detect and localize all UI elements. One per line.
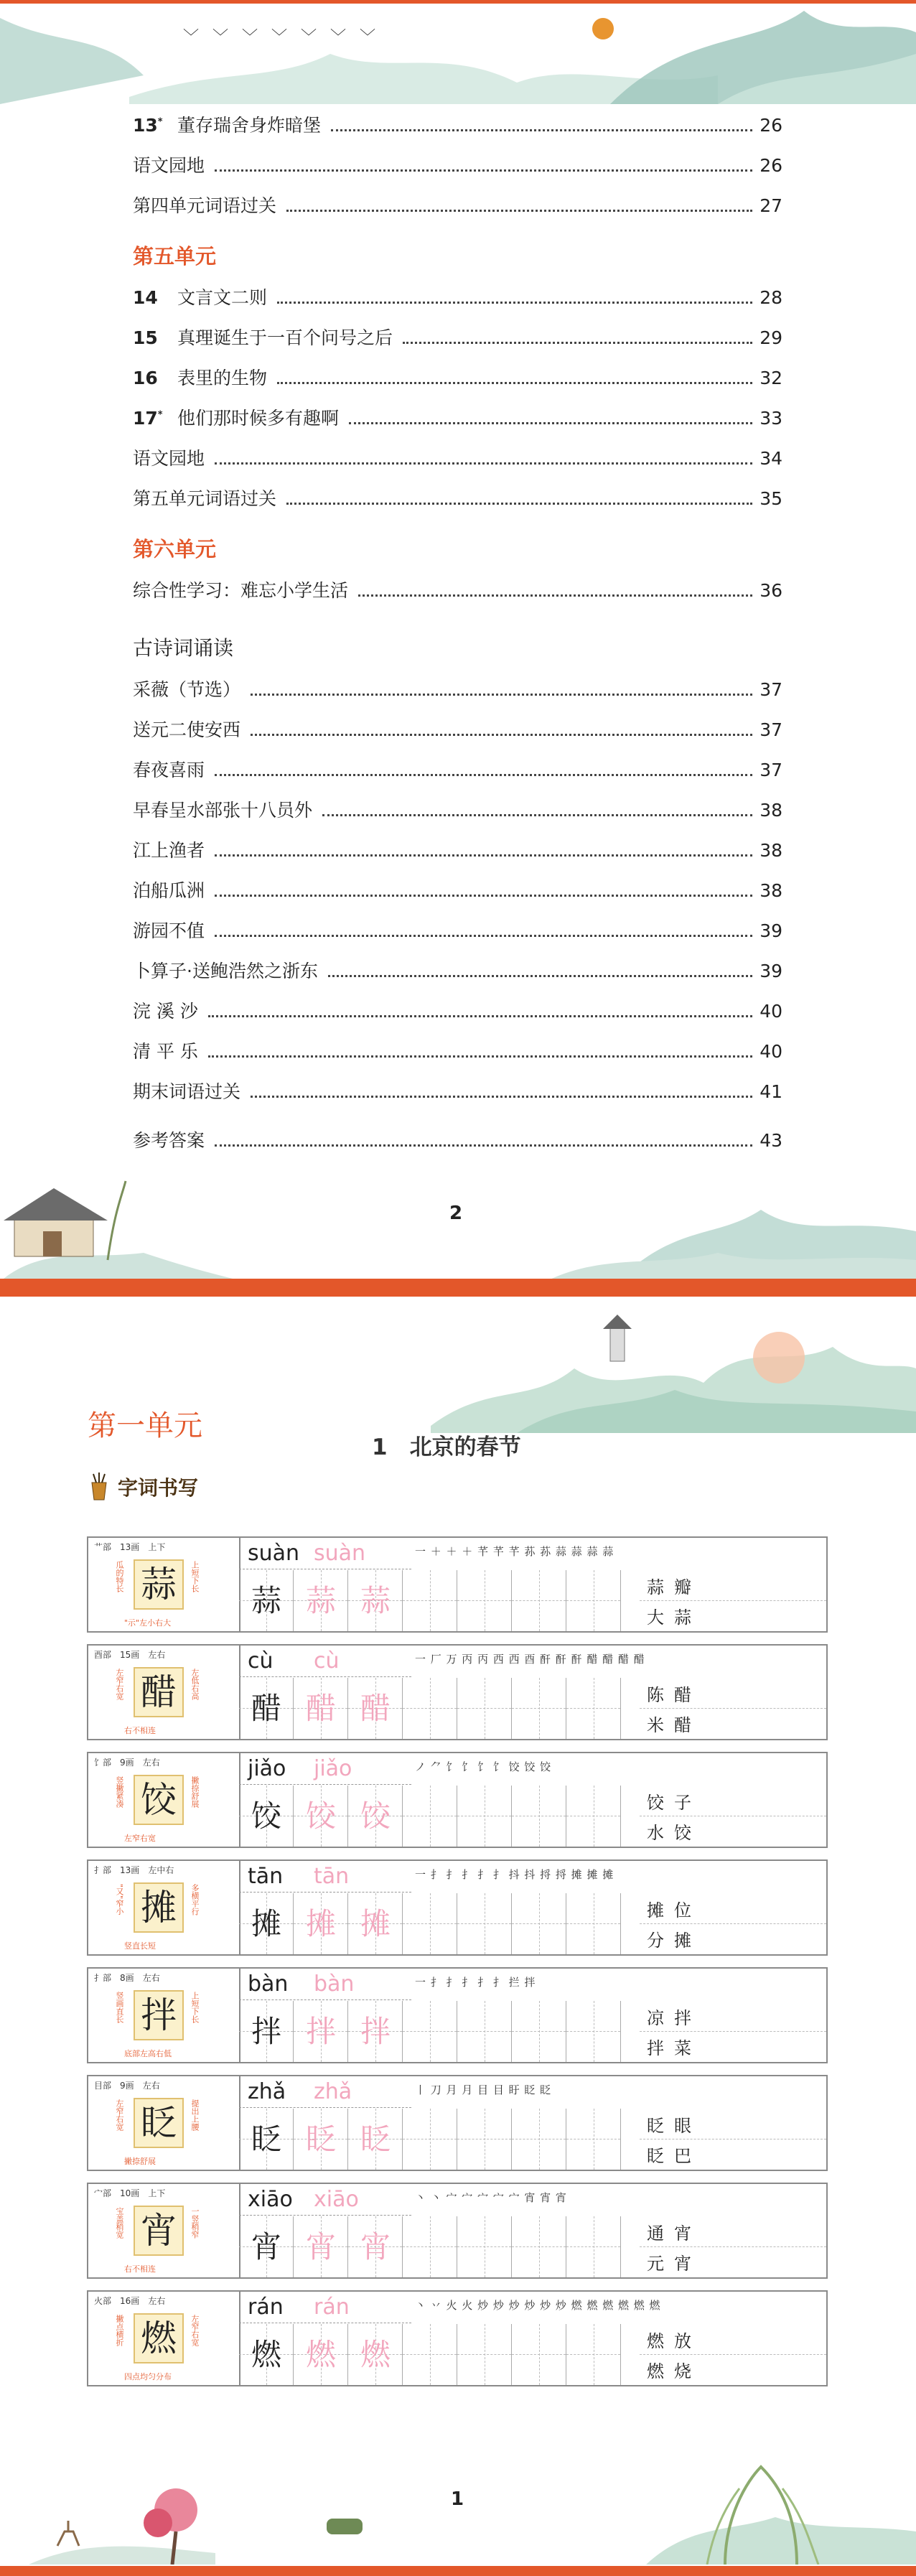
word-examples	[640, 2001, 826, 2062]
toc-row[interactable]	[133, 877, 782, 905]
pinyin-trace: jiǎo	[314, 1756, 352, 1781]
toc-row[interactable]	[133, 836, 782, 865]
page-ref: 37	[760, 719, 782, 740]
pinyin-trace: zhǎ	[314, 2079, 352, 2104]
word-char: 米	[647, 1715, 664, 1735]
radical-info: 火部 16画 左右	[94, 2296, 166, 2306]
page-ref: 37	[760, 679, 782, 700]
pinyin-trace: cù	[314, 1648, 340, 1674]
page-ref: 38	[760, 800, 782, 821]
writing-hint: 底部左高右低	[124, 2049, 172, 2058]
stroke-order: 一 厂 万 丙 丙 西 西 酉 酐 酐 酐 醋 醋 醋 醋	[415, 1653, 645, 1666]
practice-cell[interactable]	[457, 2001, 512, 2062]
word-char: 醋	[674, 1715, 691, 1735]
stroke-order: 丶 丶 宀 宀 宀 宀 宀 宵 宵 宵	[415, 2191, 567, 2204]
toc-row[interactable]	[133, 1126, 782, 1155]
lesson-number: 14	[133, 287, 158, 308]
pinyin: cù	[248, 1648, 274, 1674]
page-ref: 29	[760, 327, 782, 348]
model-character: 燃	[134, 2313, 184, 2363]
writing-hint: 多横平行	[190, 1884, 200, 1915]
practice-cell[interactable]	[239, 1786, 294, 1847]
example-character: 拌	[251, 2014, 281, 2049]
example-character: 蒜	[251, 1583, 281, 1618]
word-char: 宵	[674, 2223, 691, 2244]
toc-row[interactable]	[133, 716, 782, 745]
stroke-order: 一 ＋ ＋ ＋ 芊 芊 芊 荪 荪 蒜 蒜 蒜 蒜	[415, 1545, 614, 1558]
toc-row[interactable]	[133, 756, 782, 785]
trace-character: 醋	[360, 1691, 391, 1726]
writing-hint: 上短下长	[190, 1561, 200, 1592]
practice-cell[interactable]	[512, 2324, 566, 2385]
writing-hint: 左低右高	[190, 1669, 200, 1700]
writing-hint: 一竖稍窄	[190, 2207, 200, 2239]
writing-hint: 撇捺舒展	[124, 2157, 156, 2166]
pinyin-trace: bàn	[314, 1971, 355, 1997]
trace-character: 燃	[360, 2337, 391, 2372]
example-character: 眨	[251, 2122, 281, 2157]
pinyin-row	[239, 1646, 411, 1677]
word-examples	[640, 2216, 826, 2277]
unit-heading: 第六单元	[133, 537, 217, 561]
writing-hint: 左窄右宽	[115, 2099, 124, 2131]
pinyin-trace: suàn	[314, 1541, 366, 1566]
lesson-title: 参考答案	[133, 1130, 205, 1151]
page-ref: 35	[760, 488, 782, 509]
word-char: 摊	[674, 1931, 691, 1951]
practice-cell[interactable]	[348, 2216, 403, 2277]
word-char: 凉	[647, 2008, 664, 2028]
practice-cell[interactable]	[294, 2109, 348, 2170]
lesson-title: 1 北京的春节	[372, 1434, 521, 1460]
practice-cell[interactable]	[457, 1893, 512, 1954]
stroke-order: ノ ⺈ 饣 饣 饣 饣 饺 饺 饺	[415, 1760, 552, 1773]
character-card	[87, 2075, 828, 2171]
word-char: 水	[647, 1823, 664, 1843]
practice-cell[interactable]	[457, 2109, 512, 2170]
word-char: 蒜	[674, 1607, 691, 1628]
word-examples	[640, 2324, 826, 2385]
lesson-title: 文言文二则	[177, 287, 268, 308]
pinyin: tān	[248, 1864, 284, 1889]
radical-info: 酉部 15画 左右	[94, 1650, 166, 1660]
pinyin: jiǎo	[248, 1756, 286, 1781]
lesson-page	[0, 1285, 916, 2576]
page-ref: 38	[760, 880, 782, 901]
character-card	[87, 2290, 828, 2386]
pinyin: bàn	[248, 1971, 289, 1997]
practice-cell[interactable]	[566, 2216, 621, 2277]
trace-character: 宵	[305, 2229, 336, 2264]
unit-heading: 第五单元	[133, 244, 217, 269]
word-char: 饺	[647, 1793, 664, 1813]
radical-info: 扌部 13画 左中右	[94, 1865, 174, 1875]
writing-hint: 宝盖稍宽	[115, 2207, 124, 2239]
writing-hint: 右不相连	[124, 1726, 156, 1735]
practice-cell[interactable]	[348, 1786, 403, 1847]
toc-row[interactable]	[133, 957, 782, 986]
practice-cell[interactable]	[294, 1570, 348, 1631]
practice-cell[interactable]	[457, 1570, 512, 1631]
page-ref: 33	[760, 408, 782, 429]
practice-cell[interactable]	[403, 2109, 457, 2170]
sun-icon	[592, 18, 614, 39]
practice-cell[interactable]	[566, 2324, 621, 2385]
example-character: 燃	[251, 2337, 281, 2372]
word-examples	[640, 2109, 826, 2170]
model-character: 眨	[134, 2098, 184, 2148]
word-char: 燃	[647, 2361, 664, 2381]
radical-info: 饣部 9画 左右	[94, 1758, 160, 1768]
lesson-title: 游园不值	[133, 920, 205, 941]
writing-hint: 撇点横折	[115, 2315, 124, 2346]
lesson-title: 第五单元词语过关	[133, 488, 277, 509]
trace-character: 拌	[360, 2014, 391, 2049]
writing-hint: "示"左小右大	[124, 1618, 172, 1628]
pinyin: rán	[248, 2295, 284, 2320]
lesson-title: 早春呈水部张十八员外	[133, 800, 313, 821]
practice-cell[interactable]	[403, 1678, 457, 1739]
example-character: 饺	[251, 1798, 281, 1834]
trace-character: 醋	[305, 1691, 336, 1726]
character-card	[87, 2183, 828, 2279]
lesson-number: 15	[133, 327, 158, 348]
practice-cell[interactable]	[403, 2216, 457, 2277]
page-ref: 32	[760, 368, 782, 388]
practice-cell[interactable]	[403, 1893, 457, 1954]
page-ref: 34	[760, 448, 782, 469]
model-character: 醋	[134, 1667, 184, 1717]
toc-row[interactable]	[133, 917, 782, 946]
pinyin: zhǎ	[248, 2079, 286, 2104]
trace-character: 蒜	[360, 1583, 391, 1618]
section-label: 字词书写	[118, 1476, 199, 1500]
page-ref: 28	[760, 287, 782, 308]
lesson-title: 送元二使安西	[133, 719, 241, 740]
lesson-title: 春夜喜雨	[133, 760, 205, 780]
practice-cell[interactable]	[239, 1678, 294, 1739]
radical-info: 目部 9画 左右	[94, 2081, 160, 2091]
trace-character: 摊	[305, 1906, 336, 1941]
writing-hint: 竖画直长	[115, 1992, 124, 2023]
model-character: 宵	[134, 2206, 184, 2256]
practice-cell[interactable]	[566, 1786, 621, 1847]
word-char: 摊	[647, 1900, 664, 1921]
pinyin-row	[239, 2184, 411, 2216]
lesson-number: 16	[133, 368, 158, 388]
character-info-box	[88, 2076, 240, 2170]
writing-hint: 撇捺舒展	[190, 1776, 200, 1808]
practice-cell[interactable]	[239, 2001, 294, 2062]
practice-cell[interactable]	[239, 2324, 294, 2385]
practice-cell[interactable]	[294, 1893, 348, 1954]
word-char: 大	[647, 1607, 664, 1628]
practice-cell[interactable]	[403, 1570, 457, 1631]
practice-cell[interactable]	[239, 2109, 294, 2170]
toc-row[interactable]	[133, 577, 782, 605]
word-char: 瓣	[674, 1577, 691, 1597]
stroke-order: 一 扌 扌 扌 扌 扌 抖 抖 捋 捋 摊 摊 摊	[415, 1868, 614, 1881]
word-char: 子	[674, 1793, 691, 1813]
pinyin-row	[239, 1538, 411, 1569]
practice-cell[interactable]	[294, 1786, 348, 1847]
writing-hint: 竖撇紧凑	[115, 1776, 124, 1808]
lesson-title: 卜算子·送鲍浩然之浙东	[133, 961, 318, 981]
writing-hint: 左窄右宽	[124, 1834, 156, 1843]
writing-hint: 右不相连	[124, 2264, 156, 2274]
practice-cell[interactable]	[512, 1786, 566, 1847]
word-char: 眼	[674, 2116, 691, 2136]
example-character: 摊	[251, 1906, 281, 1941]
writing-hint: 左窄右宽	[190, 2315, 200, 2346]
toc-row[interactable]	[133, 111, 782, 140]
toc-row[interactable]	[133, 796, 782, 825]
character-card	[87, 1752, 828, 1848]
poems-heading: 古诗词诵读	[133, 636, 234, 660]
birds-icon: ﹀ ﹀ ﹀ ﹀ ﹀ ﹀ ﹀	[183, 29, 380, 47]
character-info-box	[88, 2292, 240, 2385]
word-examples	[640, 1570, 826, 1631]
lesson-title: 第四单元词语过关	[133, 195, 277, 216]
word-examples	[640, 1893, 826, 1954]
toc-row[interactable]	[133, 324, 782, 353]
page-ref: 40	[760, 1001, 782, 1022]
mountain-pagoda-illustration	[402, 1297, 916, 1433]
trace-character: 蒜	[305, 1583, 336, 1618]
practice-cell[interactable]	[566, 1893, 621, 1954]
practice-cell[interactable]	[294, 2216, 348, 2277]
word-char: 元	[647, 2254, 664, 2274]
brush-pot-icon	[88, 1473, 111, 1501]
word-char: 放	[674, 2331, 691, 2351]
mountain-header-illustration	[0, 4, 916, 104]
practice-cell[interactable]	[512, 1570, 566, 1631]
word-char: 宵	[674, 2254, 691, 2274]
writing-hint: 上短下长	[190, 1992, 200, 2023]
character-info-box	[88, 1538, 240, 1631]
page-ref: 26	[760, 115, 782, 136]
practice-cell[interactable]	[294, 1678, 348, 1739]
word-char: 位	[674, 1900, 691, 1921]
radical-info: 宀部 10画 上下	[94, 2188, 166, 2198]
trace-character: 饺	[305, 1798, 336, 1834]
word-char: 拌	[674, 2008, 691, 2028]
practice-cell[interactable]	[566, 1570, 621, 1631]
page-ref: 40	[760, 1041, 782, 1062]
practice-cell[interactable]	[348, 2109, 403, 2170]
character-info-box	[88, 1861, 240, 1954]
word-char: 烧	[674, 2361, 691, 2381]
model-character: 饺	[134, 1775, 184, 1825]
page-number: 2	[449, 1203, 463, 1224]
toc-row[interactable]	[133, 151, 782, 180]
practice-cell[interactable]	[566, 1678, 621, 1739]
pinyin-row	[239, 1861, 411, 1893]
practice-cell[interactable]	[348, 2001, 403, 2062]
lesson-title: 采薇（节选）	[133, 679, 241, 700]
word-examples	[640, 1786, 826, 1847]
lesson-title: 表里的生物	[177, 368, 268, 388]
practice-cell[interactable]	[239, 2216, 294, 2277]
trace-character: 眨	[305, 2122, 336, 2157]
lesson-title: 综合性学习：难忘小学生活	[133, 580, 349, 601]
example-character: 醋	[251, 1691, 281, 1726]
character-info-box	[88, 1969, 240, 2062]
toc-row[interactable]	[133, 444, 782, 473]
word-char: 陈	[647, 1685, 664, 1705]
practice-cell[interactable]	[239, 1570, 294, 1631]
character-info-box	[88, 2184, 240, 2277]
lesson-title: 期末词语过关	[133, 1081, 241, 1102]
character-card	[87, 1536, 828, 1633]
word-char: 通	[647, 2223, 664, 2244]
character-info-box	[88, 1646, 240, 1739]
word-char: 蒜	[647, 1577, 664, 1597]
practice-cell[interactable]	[294, 2324, 348, 2385]
model-character: 拌	[134, 1990, 184, 2040]
practice-cell[interactable]	[566, 2109, 621, 2170]
stroke-order: 丨 刀 月 月 目 目 盱 眨 眨	[415, 2083, 552, 2096]
practice-cell[interactable]	[348, 1893, 403, 1954]
word-char: 分	[647, 1931, 664, 1951]
pinyin-row	[239, 2076, 411, 2108]
page-ref: 43	[760, 1130, 782, 1151]
practice-cell[interactable]	[457, 1786, 512, 1847]
pinyin: suàn	[248, 1541, 300, 1566]
radical-info: 扌部 8画 左右	[94, 1973, 160, 1983]
writing-hint: 瓜的特长	[115, 1561, 124, 1592]
character-info-box	[88, 1753, 240, 1847]
toc-row[interactable]	[133, 1037, 782, 1066]
trace-character: 摊	[360, 1906, 391, 1941]
footer-bar	[0, 2566, 916, 2576]
pinyin-trace: xiāo	[314, 2187, 359, 2212]
practice-cell[interactable]	[403, 1786, 457, 1847]
practice-cell[interactable]	[512, 2001, 566, 2062]
trace-character: 燃	[305, 2337, 336, 2372]
character-card	[87, 1644, 828, 1740]
pinyin-row	[239, 1969, 411, 2000]
stroke-order: 一 扌 扌 扌 扌 扌 拦 拌	[415, 1976, 536, 1989]
practice-cell[interactable]	[239, 1893, 294, 1954]
toc-row[interactable]	[133, 1078, 782, 1106]
word-char: 眨	[647, 2116, 664, 2136]
pinyin-trace: rán	[314, 2295, 350, 2320]
practice-cell[interactable]	[348, 2324, 403, 2385]
writing-hint: 提出上腰	[190, 2099, 200, 2131]
trace-character: 眨	[360, 2122, 391, 2157]
practice-cell[interactable]	[566, 2001, 621, 2062]
page-ref: 39	[760, 920, 782, 941]
lesson-title: 语文园地	[133, 155, 205, 176]
toc-row[interactable]	[133, 192, 782, 220]
word-char: 拌	[647, 2038, 664, 2058]
practice-cell[interactable]	[457, 2216, 512, 2277]
practice-cell[interactable]	[512, 2109, 566, 2170]
pinyin-row	[239, 2292, 411, 2323]
word-char: 菜	[674, 2038, 691, 2058]
word-char: 巴	[674, 2146, 691, 2166]
practice-cell[interactable]	[294, 2001, 348, 2062]
trace-character: 宵	[360, 2229, 391, 2264]
page-ref: 36	[760, 580, 782, 601]
toc-row[interactable]	[133, 676, 782, 704]
unit-title: 第一单元	[88, 1409, 202, 1442]
lesson-number: 17*	[133, 408, 163, 429]
character-card	[87, 1967, 828, 2063]
toc-row[interactable]	[133, 284, 782, 312]
lesson-title: 他们那时候多有趣啊	[177, 408, 340, 429]
lesson-title: 清 平 乐	[133, 1041, 198, 1062]
word-examples	[640, 1678, 826, 1739]
writing-hint: 四点均匀分布	[124, 2372, 172, 2381]
page-ref: 26	[760, 155, 782, 176]
lesson-title: 语文园地	[133, 448, 205, 469]
pinyin-trace: tān	[314, 1864, 350, 1889]
practice-cell[interactable]	[457, 1678, 512, 1739]
pinyin: xiāo	[248, 2187, 293, 2212]
lesson-title: 董存瑞舍身炸暗堡	[177, 115, 322, 136]
word-char: 醋	[674, 1685, 691, 1705]
practice-cell[interactable]	[512, 1893, 566, 1954]
page-ref: 38	[760, 840, 782, 861]
word-char: 饺	[674, 1823, 691, 1843]
cottage-landscape-illustration	[0, 1167, 916, 1282]
practice-cell[interactable]	[403, 2001, 457, 2062]
trace-character: 饺	[360, 1798, 391, 1834]
toc-row[interactable]	[133, 404, 782, 433]
lesson-title: 江上渔者	[133, 840, 205, 861]
practice-cell[interactable]	[348, 1570, 403, 1631]
word-char: 眨	[647, 2146, 664, 2166]
radical-info: 艹部 13画 上下	[94, 1542, 166, 1552]
toc-row[interactable]	[133, 485, 782, 513]
practice-cell[interactable]	[403, 2324, 457, 2385]
page-number: 1	[451, 2488, 464, 2510]
toc-row[interactable]	[133, 997, 782, 1026]
word-char: 燃	[647, 2331, 664, 2351]
lesson-title: 真理诞生于一百个问号之后	[177, 327, 393, 348]
model-character: 蒜	[134, 1559, 184, 1610]
page-ref: 39	[760, 961, 782, 981]
character-card	[87, 1859, 828, 1956]
page-ref: 27	[760, 195, 782, 216]
lesson-title: 浣 溪 沙	[133, 1001, 198, 1022]
lesson-number: 13*	[133, 115, 163, 136]
page-ref: 37	[760, 760, 782, 780]
writing-hint: "又"窄小	[115, 1884, 124, 1915]
stroke-order: 丶 丷 火 火 炒 炒 炒 炒 炒 炒 燃 燃 燃 燃 燃 燃	[415, 2299, 661, 2312]
trace-character: 拌	[305, 2014, 336, 2049]
writing-hint: 竖直长短	[124, 1941, 156, 1951]
practice-cell[interactable]	[512, 1678, 566, 1739]
example-character: 宵	[251, 2229, 281, 2264]
practice-cell[interactable]	[457, 2324, 512, 2385]
writing-hint: 左窄右宽	[115, 1669, 124, 1700]
practice-cell[interactable]	[512, 2216, 566, 2277]
page-ref: 41	[760, 1081, 782, 1102]
section-heading	[88, 1473, 198, 1501]
pinyin-row	[239, 1753, 411, 1785]
toc-row[interactable]	[133, 364, 782, 393]
model-character: 摊	[134, 1882, 184, 1933]
practice-cell[interactable]	[348, 1678, 403, 1739]
lesson-title: 泊船瓜洲	[133, 880, 205, 901]
